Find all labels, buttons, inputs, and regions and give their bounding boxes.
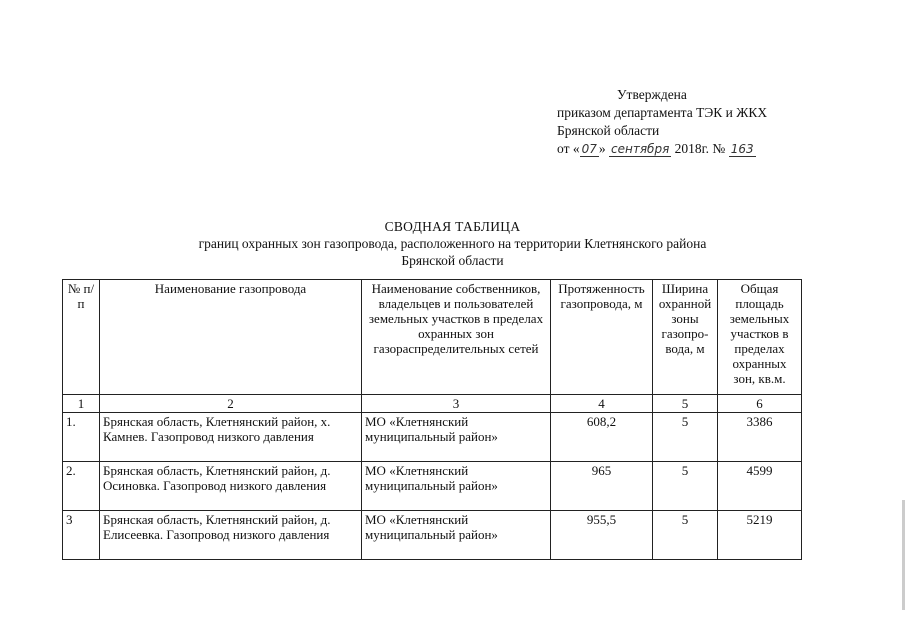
row-pipeline-name: Брянская область, Клетнянский район, х. Камнев. Газопровод низкого давления [100, 413, 362, 462]
col-number: 5 [653, 395, 718, 413]
row-pipeline-name: Брянская область, Клетнянский район, д. Елисеевка. Газопровод низкого давления [100, 511, 362, 560]
table-row [63, 413, 802, 462]
header-row [63, 280, 802, 395]
date-prefix: от « [557, 141, 580, 156]
header-zone-width: Ширина охранной зоны газопро-вода, м [653, 280, 718, 395]
numbering-row [63, 395, 802, 413]
row-length: 608,2 [551, 413, 653, 462]
date-mid: » [598, 141, 606, 156]
approval-date [557, 140, 767, 158]
date-year: 2018г. № [674, 141, 726, 156]
approval-order: приказом департамента ТЭК и ЖКХ [557, 105, 768, 120]
row-width: 5 [653, 413, 718, 462]
row-owner: МО «Клетнянский муниципальный район» [362, 511, 551, 560]
row-area: 4599 [718, 462, 802, 511]
header-pipeline-name: Наименование газопровода [100, 280, 362, 395]
header-length: Протяженность газопровода, м [551, 280, 653, 395]
row-owner: МО «Клетнянский муниципальный район» [362, 413, 551, 462]
approval-title: Утверждена [617, 87, 687, 102]
handwritten-day: 07 [581, 142, 597, 156]
document-title: СВОДНАЯ ТАБЛИЦА [384, 219, 521, 234]
col-number: 6 [718, 395, 802, 413]
row-area: 5219 [718, 511, 802, 560]
table-row [63, 511, 802, 560]
row-width: 5 [653, 511, 718, 560]
col-number: 2 [100, 395, 362, 413]
row-owner: МО «Клетнянский муниципальный район» [362, 462, 551, 511]
header-owners: Наименование собственников, владельцев и пользователей земельных участков в пределах охранных зон газораспределительных сетей [362, 280, 551, 395]
col-number: 3 [362, 395, 551, 413]
handwritten-number: 163 [730, 142, 754, 156]
col-number: 1 [63, 395, 100, 413]
document-subtitle-region: Брянской области [401, 253, 504, 268]
table-row [63, 462, 802, 511]
row-number: 3 [63, 511, 100, 560]
row-length: 955,5 [551, 511, 653, 560]
approval-region: Брянской области [557, 123, 660, 138]
row-length: 965 [551, 462, 653, 511]
header-number: № п/п [63, 280, 100, 395]
row-number: 2. [63, 462, 100, 511]
document-subtitle: границ охранных зон газопровода, расположенного на территории Клетнянского района [198, 236, 707, 251]
row-width: 5 [653, 462, 718, 511]
approval-block [557, 86, 767, 158]
handwritten-month: сентября [611, 142, 670, 156]
col-number: 4 [551, 395, 653, 413]
summary-table [62, 279, 802, 560]
header-total-area: Общая площадь земельных участков в пределах охранных зон, кв.м. [718, 280, 802, 395]
row-number: 1. [63, 413, 100, 462]
title-block [0, 218, 905, 269]
row-pipeline-name: Брянская область, Клетнянский район, д. Осиновка. Газопровод низкого давления [100, 462, 362, 511]
row-area: 3386 [718, 413, 802, 462]
